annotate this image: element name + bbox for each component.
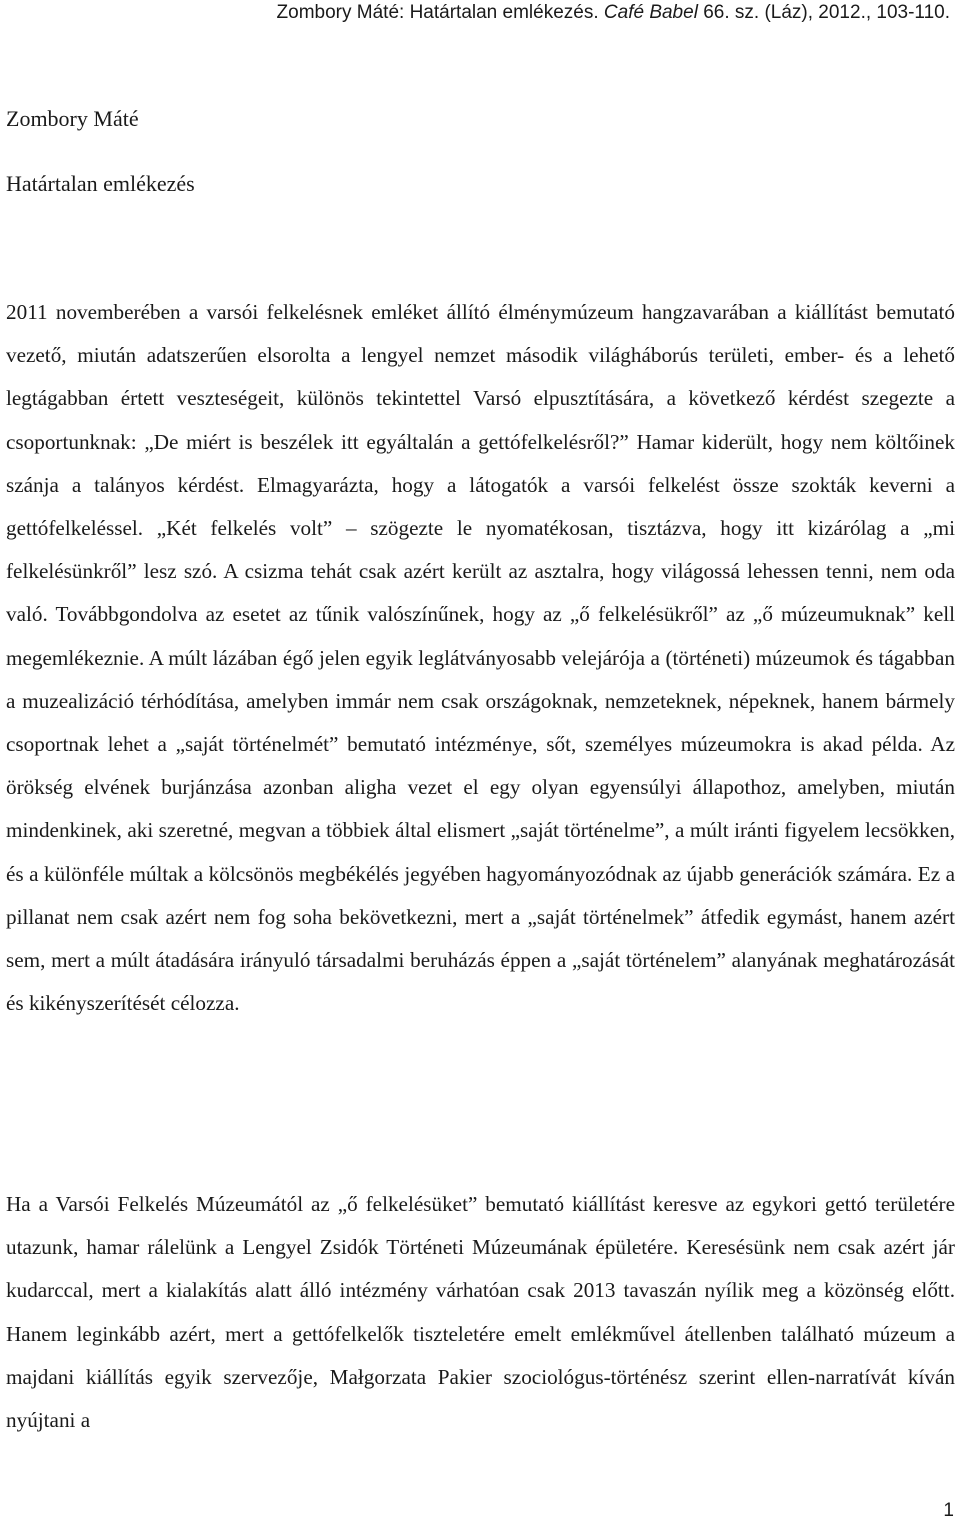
body-paragraph-1: 2011 novemberében a varsói felkelésnek emléket állító élménymúzeum hangzavarában a kiállítást bemutató vezető, miután adatszerűen elsorolta a lengyel nemzet második világháborús területi, ember- és a lehető legtágabban értett veszteségeit, különös tekintettel Varsó elpusztítására, a következő kérdést szegezte a csoportunknak: „De miért is beszélek itt egyáltalán a gettófelkelésről?” Hamar kiderült, hogy nem költőinek szánja a talányos kérdést. Elmagyarázta, hogy a látogatók a varsói felkelést össze szokták keverni a gettófelkeléssel. „Két felkelés volt” – szögezte le nyomatékosan, tisztázva, hogy itt kizárólag a „mi felkelésünkről” lesz szó. A csizma tehát csak azért került az asztalra, hogy világossá lehessen tenni, nem oda való. Továbbgondolva az esetet az tűnik valószínűnek, hogy az „ő felkelésükről” az „ő múzeumuknak” kell megemlékeznie. A múlt lázában égő jelen egyik leglátványosabb velejárója a (történeti) múzeumok és tágabban a muzealizáció térhódítása, amelyben immár nem csak országoknak, nemzeteknek, népeknek, hanem bármely csoportnak lehet a „saját történelmét” bemutató intézménye, sőt, személyes múzeumokra is akad példa. Az örökség elvének burjánzása azonban aligha vezet el egy olyan egyensúlyi állapothoz, amelyben, miután mindenkinek, aki szeretné, megvan a többiek által elismert „saját történelme”, a múlt iránti figyelem lecsökken, és a különféle múltak a kölcsönös megbékélés jegyében hagyományozódnak az újabb generációk számára. Ez a pillanat nem csak azért nem fog soha bekövetkezni, mert a „saját történelmek” átfedik egymást, hanem azért sem, mert a múlt átadására irányuló társadalmi beruházás éppen a „saját történelem” alanyának meghatározását és kikényszerítését célozza. xyxy=(6,300,955,1016)
page-number: 1 xyxy=(943,1500,954,1521)
author-name: Zombory Máté xyxy=(6,106,139,131)
article-title: Határtalan emlékezés xyxy=(6,171,195,196)
header-suffix: 66. sz. (Láz), 2012., 103-110. xyxy=(697,2,950,23)
running-header xyxy=(277,2,950,24)
header-prefix: Zombory Máté: Határtalan emlékezés. xyxy=(276,2,604,23)
body-paragraph-2: Ha a Varsói Felkelés Múzeumától az „ő felkelésüket” bemutató kiállítást keresve az egykori gettó területére utazunk, hamar rálelünk a Lengyel Zsidók Történeti Múzeumának épületére. Keresésünk nem csak azért jár kudarccal, mert a kialakítás alatt álló intézmény várhatóan csak 2013 tavaszán nyílik meg a közönség előtt. Hanem leginkább azért, mert a gettófelkelők tiszteletére emelt emlékművel átellenben található múzeum a majdani kiállítás egyik szervezője, Małgorzata Pakier szociológus-történész szerint ellen-narratívát kíván nyújtani a xyxy=(6,1192,955,1433)
header-journal-title: Café Babel xyxy=(603,2,698,23)
